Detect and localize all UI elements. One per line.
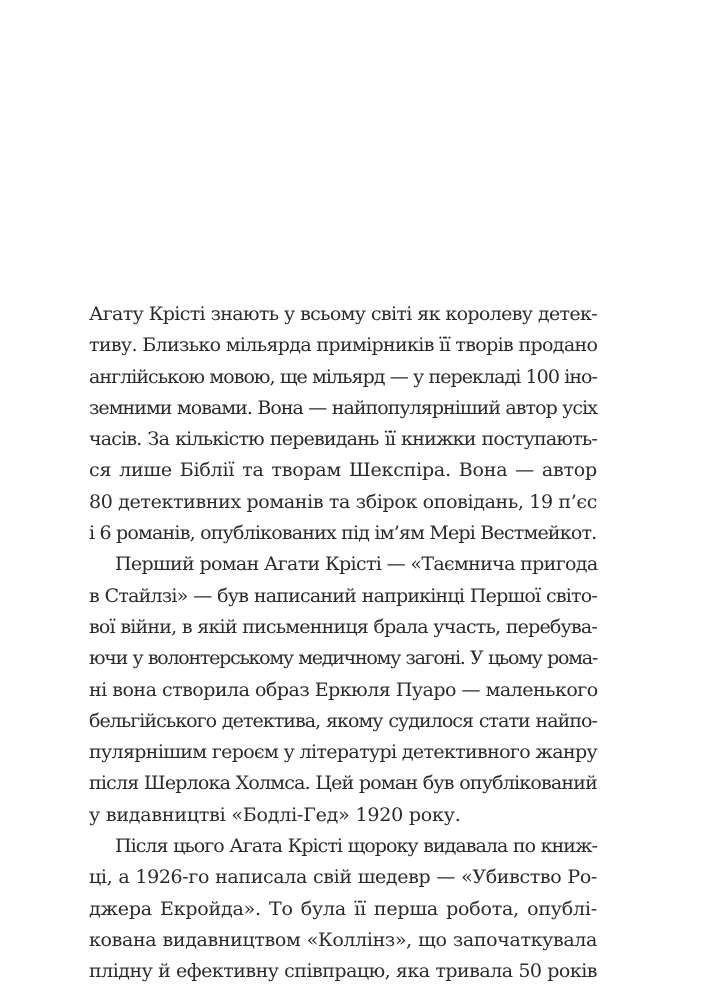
text-line: 80 детективних романів та збірок оповідань, 19 п’єс [89, 490, 597, 513]
text-line: вої війни, в якій письменниця брала участь, перебува- [89, 615, 597, 638]
text-line: ся лише Біблії та творам Шекспіра. Вона — автор [89, 459, 597, 482]
text-line: земними мовами. Вона — найпопулярніший автор усіх [89, 396, 597, 419]
text-line: і 6 романів, опублікованих під ім’ям Мері Вестмейкот. [89, 522, 597, 545]
text-line: в Стайлзі» — був написаний наприкінці Першої світо- [89, 584, 597, 607]
text-line: Агату Крісті знають у всьому світі як королеву детек- [89, 303, 597, 325]
text-line: кована видавництвом «Коллінз», що започаткувала [89, 928, 597, 951]
body-text [89, 299, 597, 988]
text-line: плідну й ефективну співпрацю, яка тривала 50 років [89, 960, 597, 983]
text-line: тиву. Близько мільярда примірників її творів продано [89, 334, 598, 357]
text-line: бельгійського детектива, якому судилося стати найпо- [89, 709, 597, 732]
text-line: пулярнішим героєм у літературі детективного жанру [89, 741, 597, 764]
text-line: Після цього Агата Крісті щороку видавала по книж- [115, 835, 597, 858]
text-line: ці, а 1926-го написала свій шедевр — «Убивство Ро- [89, 866, 597, 889]
text-line: ючи у волонтерському медичному загоні. У цьому рома- [89, 647, 597, 670]
text-line: Перший роман Агати Крісті — «Таємнича пригода [115, 553, 598, 576]
text-line: після Шерлока Холмса. Цей роман був опублікований [89, 772, 597, 795]
text-line: часів. За кількістю перевидань її книжки поступають- [89, 428, 597, 451]
text-line: англійською мовою, ще мільярд — у перекладі 100 іно- [89, 365, 597, 388]
paragraph-3 [89, 831, 597, 987]
text-line: ні вона створила образ Еркюля Пуаро — маленького [89, 678, 598, 701]
text-line: джера Екройда». То була її перша робота, опублі- [89, 897, 597, 920]
text-line: у видавництві «Бодлі-Гед» 1920 року. [89, 803, 461, 826]
paragraph-2 [89, 549, 597, 831]
paragraph-1 [89, 299, 597, 549]
